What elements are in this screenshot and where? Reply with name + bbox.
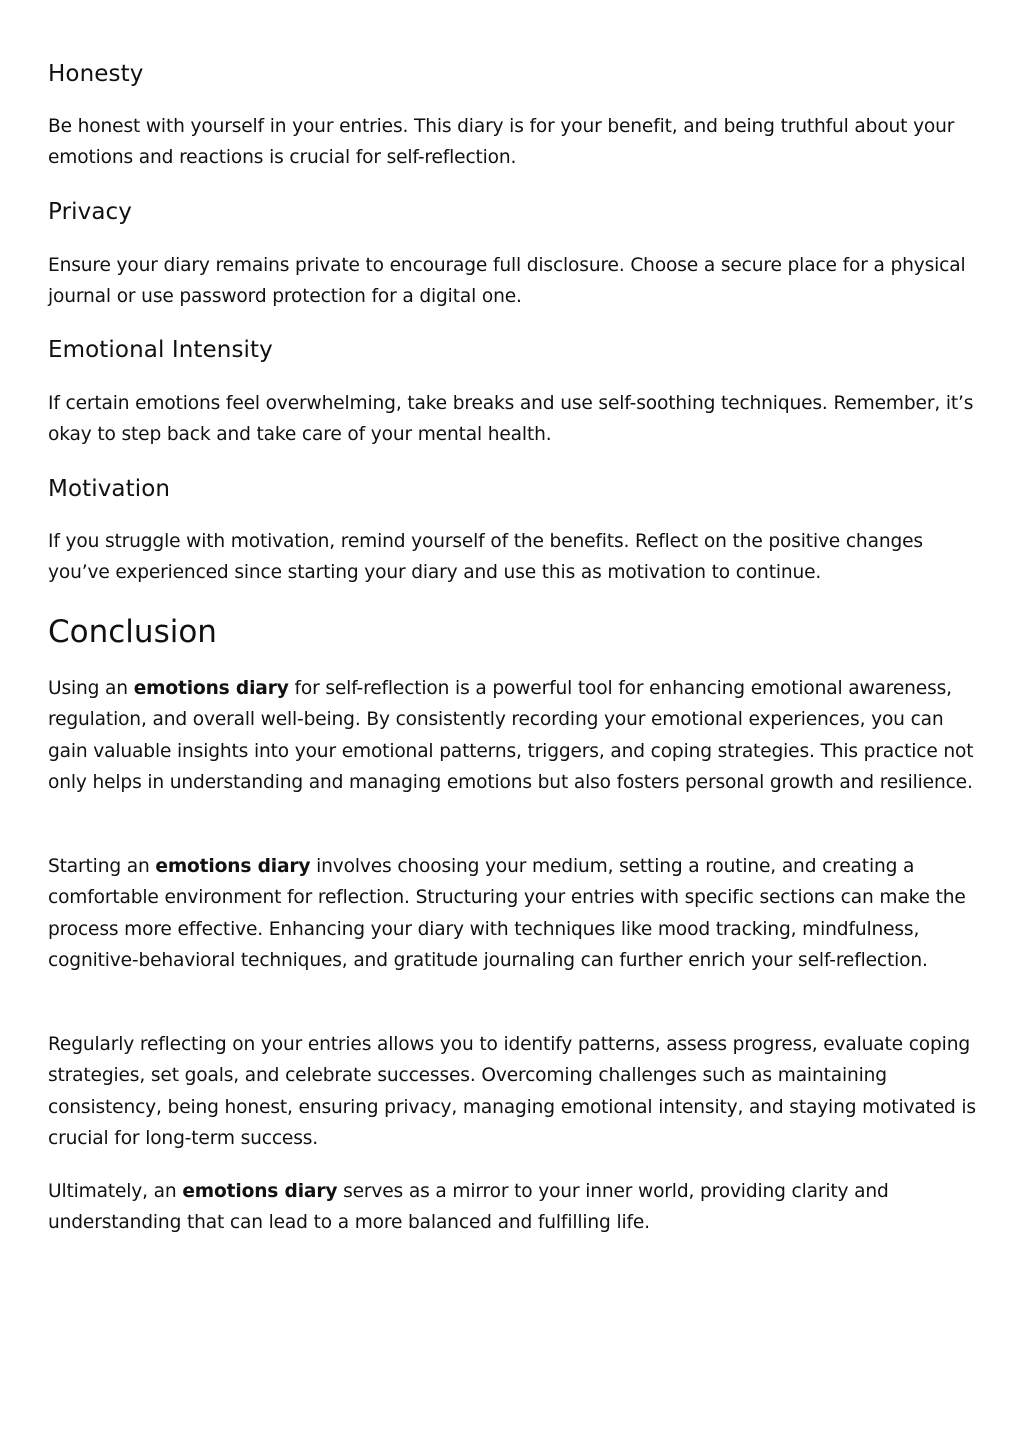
paragraph-emotional-intensity: If certain emotions feel overwhelming, take breaks and use self-soothing techniques. Remember, it’s okay to step back and take care of your mental health. xyxy=(48,393,974,446)
conclusion-paragraph-3: Regularly reflecting on your entries allows you to identify patterns, assess progress, evaluate coping strategies, set goals, and celebrate successes. Overcoming challenges such as maintaining consistency, being honest, ensuring privacy, managing emotional intensity, and staying motivated is crucial for long-term success. xyxy=(48,1034,976,1150)
conclusion-p1-text-before: Using an xyxy=(48,678,134,699)
conclusion-p2-text-after: involves choosing your medium, setting a routine, and creating a comfortable environment for reflection. Structuring your entries with specific sections can make the process more effective. Enhancing your diary with techniques like mood tracking, mindfulness, cognitive-behavioral techniques, and gratitude journaling can further enrich your self-reflection. xyxy=(48,856,966,972)
conclusion-paragraph-1 xyxy=(48,673,988,799)
conclusion-p4-text-before: Ultimately, an xyxy=(48,1181,183,1202)
conclusion-p2-bold-term: emotions diary xyxy=(155,856,311,877)
conclusion-p2-text-before: Starting an xyxy=(48,856,156,877)
paragraph-privacy: Ensure your diary remains private to encourage full disclosure. Choose a secure place for a physical journal or use password protection for a digital one. xyxy=(48,255,966,308)
conclusion-p4-bold-term: emotions diary xyxy=(182,1181,338,1202)
heading-honesty: Honesty xyxy=(48,61,144,87)
paragraph-honesty: Be honest with yourself in your entries. This diary is for your benefit, and being truthful about your emotions and reactions is crucial for self-reflection. xyxy=(48,116,955,169)
heading-privacy: Privacy xyxy=(48,199,132,225)
conclusion-paragraph-2 xyxy=(48,851,988,977)
conclusion-p4-text-after: serves as a mirror to your inner world, providing clarity and understanding that can lead to a more balanced and fulfilling life. xyxy=(48,1181,889,1234)
paragraph-motivation: If you struggle with motivation, remind yourself of the benefits. Reflect on the positive changes you’ve experienced since starting your diary and use this as motivation to continue. xyxy=(48,531,923,584)
conclusion-paragraph-4 xyxy=(48,1176,988,1239)
conclusion-p1-bold-term: emotions diary xyxy=(133,678,289,699)
heading-motivation: Motivation xyxy=(48,476,171,502)
conclusion-p1-text-after: for self-reflection is a powerful tool for enhancing emotional awareness, regulation, and overall well-being. By consistently recording your emotional experiences, you can gain valuable insights into your emotional patterns, triggers, and coping strategies. This practice not only helps in understanding and managing emotions but also fosters personal growth and resilience. xyxy=(48,678,974,794)
heading-conclusion: Conclusion xyxy=(48,614,217,650)
heading-emotional-intensity: Emotional Intensity xyxy=(48,337,273,363)
